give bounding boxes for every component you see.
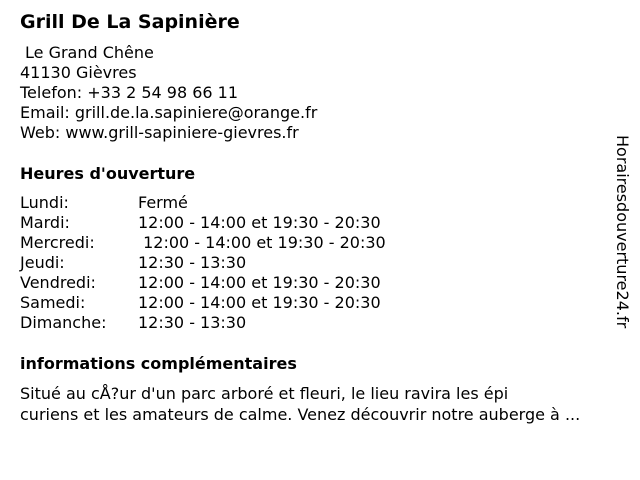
additional-info-heading: informations complémentaires [20, 354, 297, 373]
phone-line: Telefon: +33 2 54 98 66 11 [20, 83, 239, 102]
day-label: Jeudi: [20, 253, 65, 272]
time-value: 12:00 - 14:00 et 19:30 - 20:30 [138, 233, 386, 252]
day-label: Mardi: [20, 213, 70, 232]
time-value: 12:00 - 14:00 et 19:30 - 20:30 [138, 213, 381, 232]
description-line: curiens et les amateurs de calme. Venez découvrir notre auberge à ... [20, 405, 581, 424]
day-label: Lundi: [20, 193, 69, 212]
website-line: Web: www.grill-sapiniere-gievres.fr [20, 123, 299, 142]
time-value: Fermé [138, 193, 188, 212]
day-label: Vendredi: [20, 273, 96, 292]
time-value: 12:30 - 13:30 [138, 253, 247, 272]
time-value: 12:30 - 13:30 [138, 313, 247, 332]
additional-info-text [20, 383, 630, 425]
email-line: Email: grill.de.la.sapiniere@orange.fr [20, 103, 318, 122]
contact-block [20, 43, 317, 143]
time-value: 12:00 - 14:00 et 19:30 - 20:30 [138, 273, 381, 292]
time-value: 12:00 - 14:00 et 19:30 - 20:30 [138, 293, 381, 312]
day-label: Dimanche: [20, 313, 107, 332]
opening-hours-heading: Heures d'ouverture [20, 164, 196, 183]
site-brand-vertical: Horairesdouverture24.fr [613, 135, 632, 329]
restaurant-name: Grill De La Sapinière [20, 11, 240, 33]
address-street: Le Grand Chêne [25, 43, 154, 62]
description-line: Situé au cÅ?ur d'un parc arboré et fleuri, le lieu ravira les épi [20, 384, 509, 403]
day-label: Samedi: [20, 293, 86, 312]
day-label: Mercredi: [20, 233, 95, 252]
address-city: 41130 Gièvres [20, 63, 137, 82]
